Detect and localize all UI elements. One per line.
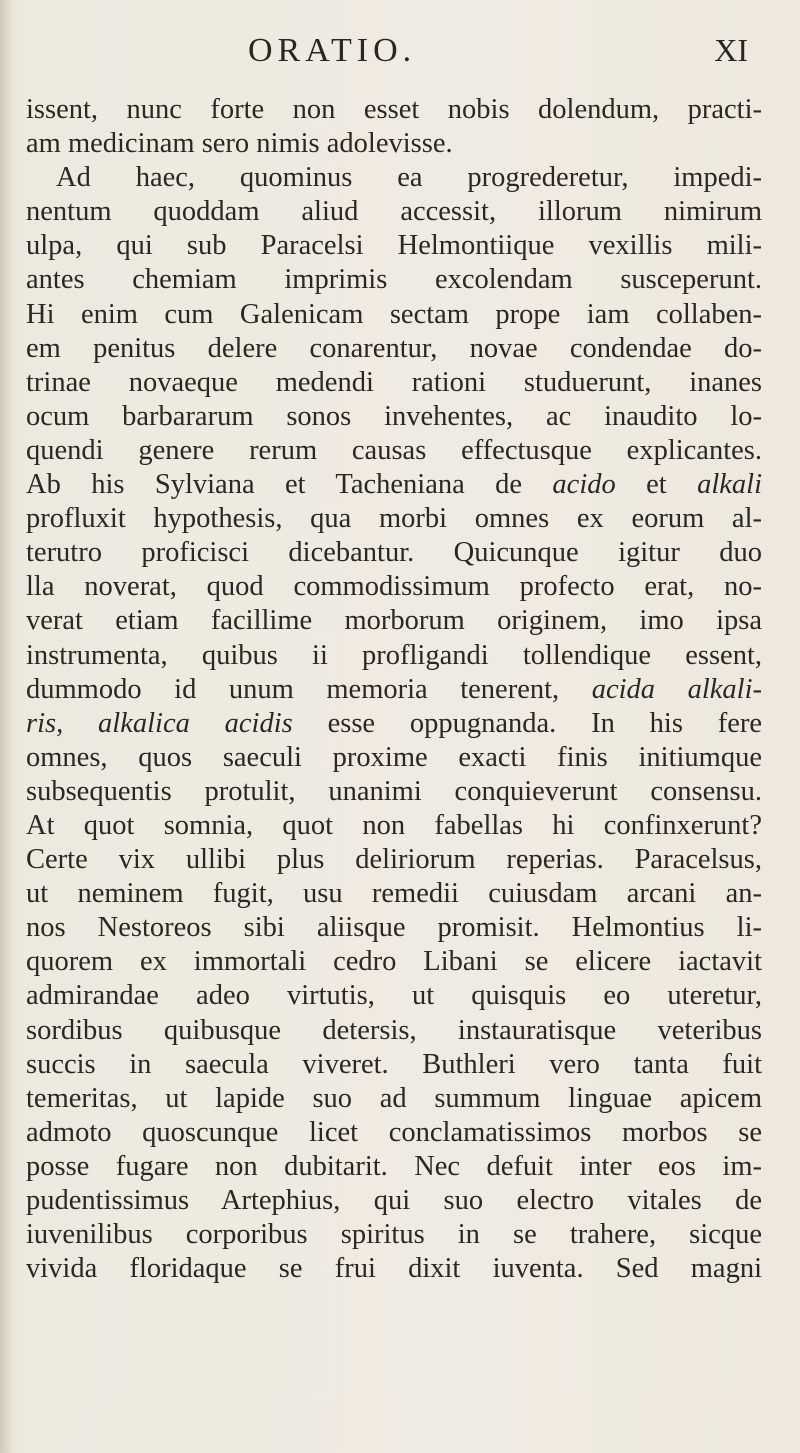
text-line: sordibus quibusque detersis, instauratisque veteribus <box>26 1014 762 1046</box>
page-header <box>0 32 800 72</box>
italic-term: ris, alkalica acidis <box>26 707 293 739</box>
text-line: ulpa, qui sub Paracelsi Helmontiique vexillis mili- <box>26 230 762 262</box>
italic-term: acida alkali- <box>591 673 762 705</box>
text-line: vivida floridaque se frui dixit iuventa. Sed magni <box>26 1253 762 1285</box>
text-line: succis in saecula viveret. Buthleri vero tanta fuit <box>26 1048 762 1080</box>
running-title: ORATIO. <box>248 32 417 69</box>
text-line: issent, nunc forte non esset nobis dolendum, practi- <box>26 94 762 125</box>
text-line: omnes, quos saeculi proxime exacti finis initiumque <box>26 741 762 773</box>
text-line: am medicinam sero nimis adolevisse. <box>26 128 453 160</box>
text-line: admirandae adeo virtutis, ut quisquis eo uteretur, <box>26 980 762 1012</box>
text-line: temeritas, ut lapide suo ad summum linguae apicem <box>26 1082 762 1114</box>
text-line: ut neminem fugit, usu remedii cuiusdam arcani an- <box>26 878 762 910</box>
italic-term: acido <box>552 469 616 501</box>
text-line: pudentissimus Artephius, qui suo electro vitales de <box>26 1185 762 1216</box>
text-line: iuvenilibus corporibus spiritus in se trahere, sicque <box>26 1219 762 1251</box>
text-line: Ad haec, quominus ea progrederetur, impedi- <box>56 162 762 194</box>
text-line: antes chemiam imprimis excolendam susceperunt. <box>26 264 762 296</box>
text-line: ris, alkalica acidis esse oppugnanda. In his fere <box>26 707 763 739</box>
page-number: XI <box>714 32 748 68</box>
text-line: em penitus delere conarentur, novae condendae do- <box>26 332 762 364</box>
text-line: nentum quoddam aliud accessit, illorum nimirum <box>26 196 762 228</box>
text-line: Hi enim cum Galenicam sectam prope iam collaben- <box>26 298 762 330</box>
text-line: ocum barbararum sonos invehentes, ac inaudito lo- <box>26 400 762 432</box>
text-line: posse fugare non dubitarit. Nec defuit inter eos im- <box>26 1150 762 1182</box>
text-line: terutro proficisci dicebantur. Quicunque igitur duo <box>26 537 762 569</box>
text-line: verat etiam facillime morborum originem, imo ipsa <box>26 605 762 637</box>
text-line: Ab his Sylviana et Tacheniana de acido et alkali <box>26 469 763 501</box>
text-line: profluxit hypothesis, qua morbi omnes ex eorum al- <box>26 503 762 535</box>
text-line: lla noverat, quod commodissimum profecto erat, no- <box>26 571 762 603</box>
text-line: subsequentis protulit, unanimi conquieverunt consensu. <box>26 775 762 807</box>
italic-term: alkali <box>697 469 763 501</box>
body-text <box>0 93 770 1286</box>
text-line: admoto quoscunque licet conclamatissimos morbos se <box>26 1116 762 1148</box>
text-line: At quot somnia, quot non fabellas hi confinxerunt? <box>26 809 762 841</box>
text-line: dummodo id unum memoria tenerent, acida alkali- <box>26 673 762 705</box>
text-line: quendi genere rerum causas effectusque explicantes. <box>26 434 762 466</box>
text-line: Certe vix ullibi plus deliriorum reperias. Paracelsus, <box>26 844 762 876</box>
text-line: trinae novaeque medendi rationi studuerunt, inanes <box>26 366 762 398</box>
text-line: quorem ex immortali cedro Libani se elicere iactavit <box>26 946 762 978</box>
text-line: nos Nestoreos sibi aliisque promisit. Helmontius li- <box>26 912 762 944</box>
text-line: instrumenta, quibus ii profligandi tollendique essent, <box>26 639 762 671</box>
